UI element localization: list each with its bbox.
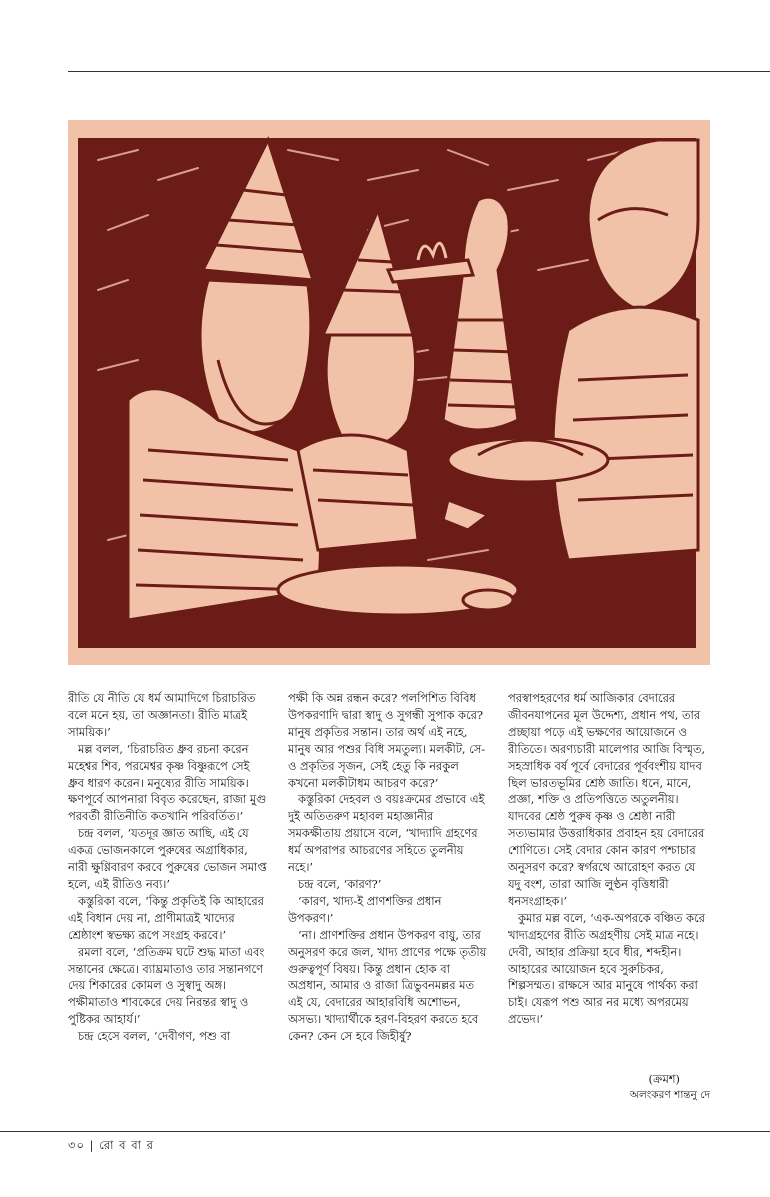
- paragraph: কস্তুরিকা বলে, ‘কিন্তু প্রকৃতিই কি আহারের এই বিধান দেয় না, প্রাণীমাত্রই খাদ্যের শ্রেষ্ঠাংশ স্বভক্ষ্য রূপে সংগ্রহ করবে।’: [68, 893, 264, 942]
- illustration-drawing: [68, 120, 710, 665]
- top-rule: [68, 71, 770, 72]
- bottom-rule: [0, 1131, 770, 1132]
- text-column-1: [68, 690, 268, 1045]
- paragraph: কস্তুরিকা দেহবল ও বয়ঃক্রমের প্রভাবে এই দুই অতিতরুণ মহাবল মহাজ্ঞানীর সমকক্ষীতায় প্রয়াসে বলে, ‘খাদ্যাদি গ্রহণের ধর্ম অপরাপর আচরণের সহিতে তুলনীয় নহে।’: [288, 792, 485, 875]
- paragraph: কুমার মল্ল বলে, ‘এক-অপরকে বঞ্চিত করে খাদ্যগ্রহণের রীতি অগ্রহণীয় সেই মাত্র নহে। দেবী, আহার প্রক্রিয়া হবে ধীর, শব্দহীন। আহারের আয়োজন হবে সুরুচিকর, শিল্পসম্মত। রাক্ষসে আর মানুষে পার্থক্য করা চাই। যেরূপ পশু আর নর মধ্যে অপরমেয় প্রভেদ।’: [508, 910, 705, 1027]
- article-body: [68, 690, 710, 1045]
- page-number: ৩০: [68, 1138, 85, 1152]
- paragraph: চন্দ্র বলে, ‘কারণ?’: [298, 876, 382, 891]
- magazine-name: রো ব বা র: [99, 1138, 154, 1152]
- illustration: [68, 120, 710, 665]
- paragraph: পক্ষী কি অন্ন রন্ধন করে? পলপিশিত বিবিধ উপকরণাদি দ্বারা স্বাদু ও সুগন্ধী সুপাক করে? মানুষ প্রকৃতির সন্তান। তার অর্থ এই নহে, মানুষ আর পশুর বিধি সমতুল্য। মলকীট, সে-ও প্রকৃতির সৃজন, সেই হেতু কি নরকুল কখনো মলকীটাধম আচরণ করে?’: [288, 691, 486, 790]
- paragraph: রীতি যে নীতি যে ধর্ম আমাদিগে চিরাচরিত বলে মনে হয়, তা অজ্ঞানতা। রীতি মাত্রই সাময়িক।’: [68, 691, 256, 739]
- paragraph: ‘কারণ, খাদ্য-ই প্রাণশক্তির প্রধান উপকরণ।’: [288, 893, 442, 925]
- paragraph: রমলা বলে, ‘প্রতিক্রম ঘটে শুদ্ধ মাতা এবং সন্তানের ক্ষেত্রে। ব্যাঘ্রমাতাও তার সন্তানগণে দেয় শিকারের কোমল ও সুস্বাদু অঙ্গ। পক্ষীমাতাও শাবকেরে দেয় নিরন্তর স্বাদু ও পুষ্টিকর আহার্য।’: [68, 944, 265, 1027]
- paragraph: চন্দ্র হেসে বলল, ‘দেবীগণ, পশু বা: [78, 1029, 231, 1044]
- text-column-2: [288, 690, 488, 1045]
- credits: [508, 1071, 710, 1103]
- page-footer: [68, 1137, 154, 1156]
- footer-separator: |: [89, 1138, 95, 1152]
- paragraph: চন্দ্র বলল, ‘যতদূর জ্ঞাত আছি, এই যে একত্র ভোজনকালে পুরুষের অগ্রাধিকার, নারী ক্ষুণ্ণিবারণ করবে পুরুষের ভোজন সমাপ্ত হলে, এই রীতিও নব্য।’: [68, 826, 267, 891]
- illustration-credit: অলংকরণ শান্তনু দে: [629, 1089, 710, 1101]
- text-column-3: [508, 690, 708, 1045]
- paragraph: ‘না। প্রাণশক্তির প্রধান উপকরণ বায়ু, তার অনুসরণ করে জল, খাদ্য প্রাণের পক্ষে তৃতীয় গুরুত্বপূর্ণ বিষয়। কিন্তু প্রধান হোক বা অপ্রধান, আমার ও রাজা ত্রিভুবনমল্লর মত এই যে, বেদারের আহারবিধি অশোভন, অসভ্য। খাদ্যার্থীকে হরণ-বিহরণ করতে হবে কেন? কেন সে হবে জিহীর্ষু?: [288, 927, 487, 1044]
- paragraph: মল্ল বলল, ‘চিরাচরিত ধ্রুব রচনা করেন মহেশ্বর শিব, পরমেশ্বর কৃষ্ণ বিষ্ণুরূপে সেই ধ্রুব ধারণ করেন। মনুষ্যের রীতি সাময়িক। ক্ষণপূর্বে আপনারা বিবৃত করেছেন, রাজা মুগু পরবর্তী রীতিনীতি কতখানি পরিবর্তিত।’: [68, 741, 267, 824]
- paragraph: পরস্বাপহরণের ধর্ম আজিকার বেদারের জীবনযাপনের মূল উদ্দেশ্য, প্রধান পথ, তার প্রচ্ছায়া পড়ে এই ভক্ষণের আয়োজনে ও রীতিতে। অরণ্যচারী মালেপার আজি বিস্মৃত, সহস্রাধিক বর্ষ পূর্বে বেদারের পূর্ববংশীয় যাদব ছিল ভারতভূমির শ্রেষ্ঠ জাতি। ধনে, মানে, প্রজ্ঞা, শক্তি ও প্রতিপত্তিতে অতুলনীয়। যাদবের শ্রেষ্ঠ পুরুষ কৃষ্ণ ও শ্রেষ্ঠা নারী সত্যভামার উত্তরাধিকার প্রবাহন হয় বেদারের শোণিতে। সেই বেদার কোন কারণ পশ্চাচার অনুসরণ করে? স্বর্গরথে আরোহণ করত যে যদু বংশ, তারা আজি লুণ্ঠন বৃত্তিধারী ধনসংগ্রাহক।’: [508, 691, 706, 908]
- to-be-continued-label: (ক্রমশ): [648, 1072, 680, 1086]
